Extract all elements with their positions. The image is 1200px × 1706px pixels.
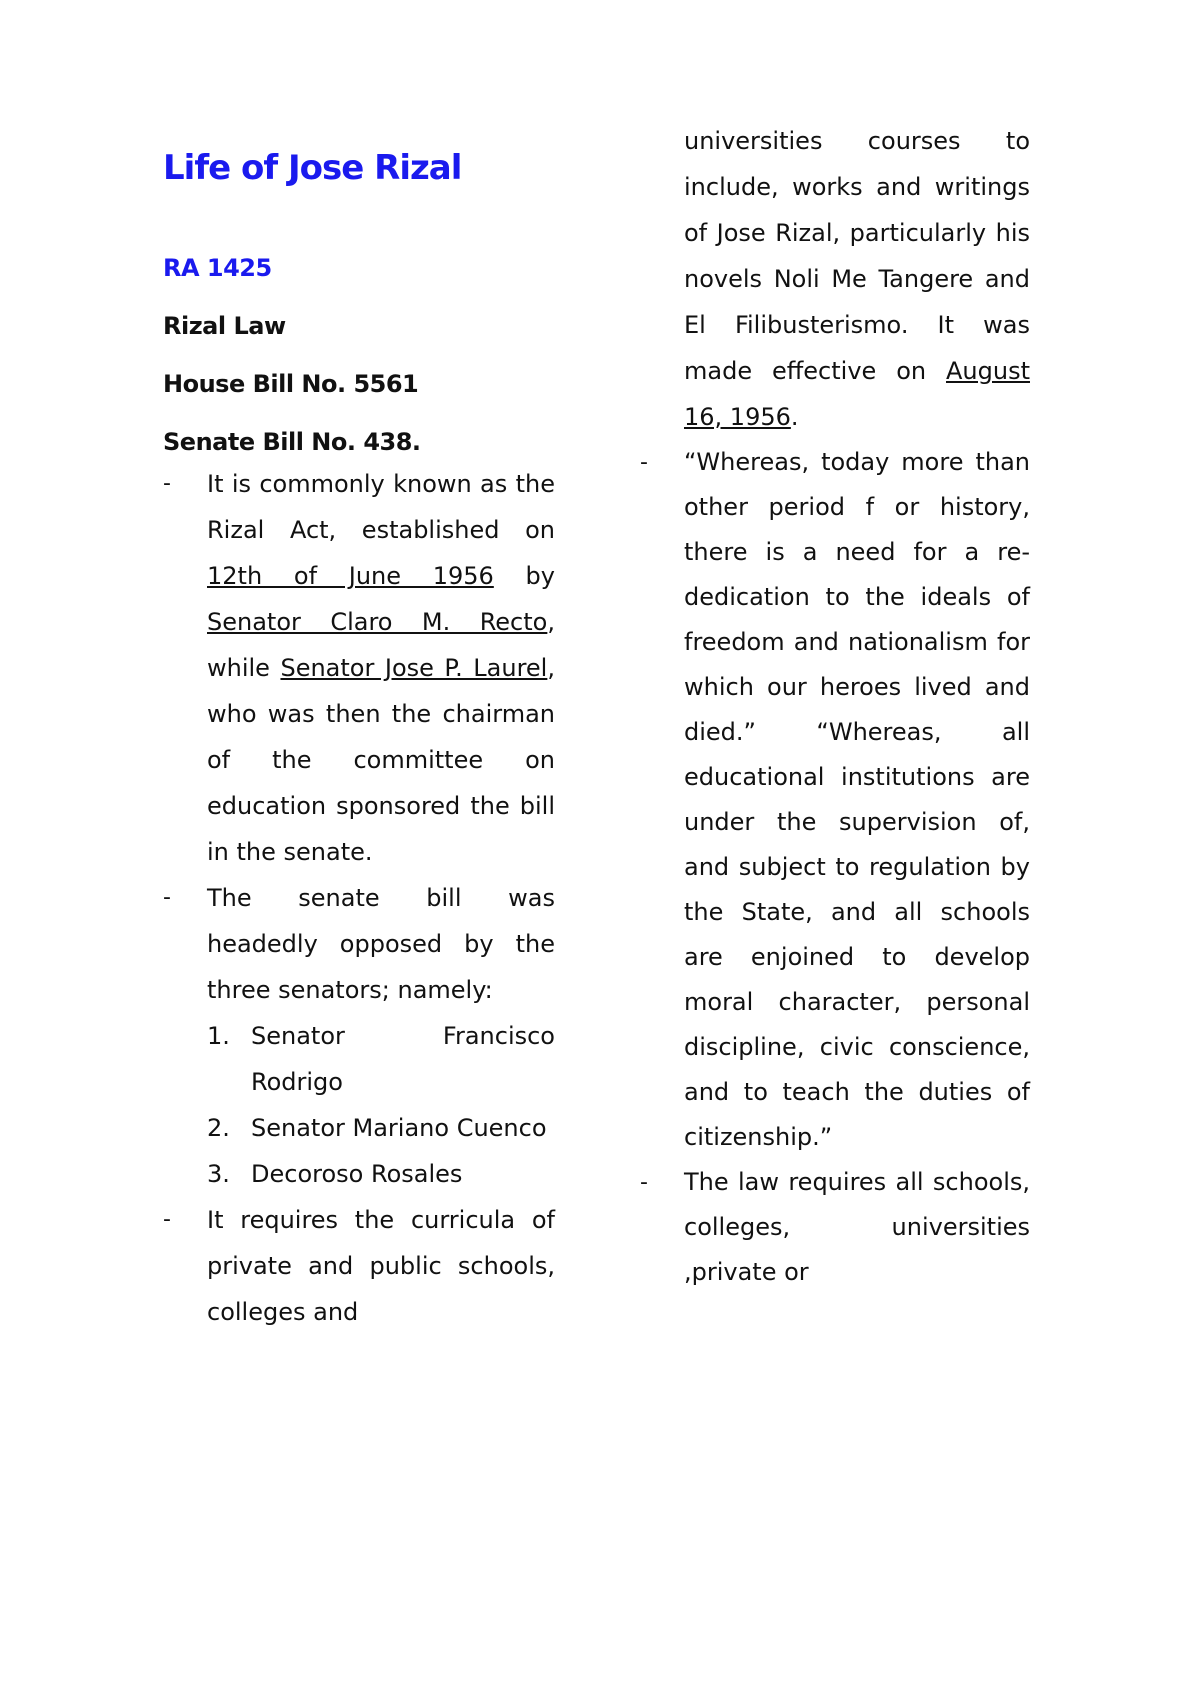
text-segment: . bbox=[790, 403, 799, 431]
list-number: 3. bbox=[207, 1160, 230, 1188]
senators-list bbox=[207, 1013, 555, 1197]
effective-date: August 16, 1956 bbox=[684, 357, 1030, 431]
senator-item bbox=[207, 1013, 555, 1105]
bullet-rizal-act-text bbox=[207, 461, 555, 875]
text-segment: universities courses to include, works and writings of Jose Rizal, particularly his novels Noli Me Tangere and El Filibusterismo. It was made effective on bbox=[684, 127, 1030, 385]
senator-name: Senator Mariano Cuenco bbox=[251, 1114, 547, 1142]
left-bullet-list bbox=[163, 461, 555, 1335]
text-segment: , while bbox=[207, 608, 555, 682]
bullet-whereas bbox=[640, 440, 1030, 1160]
bullet-law-requires bbox=[640, 1160, 1030, 1295]
text-segment: , who was then the chairman of the committee on education sponsored the bill in the senate. bbox=[207, 654, 555, 866]
right-column bbox=[640, 118, 1030, 1295]
heading-ra-number: RA 1425 bbox=[163, 254, 272, 282]
senator-recto: Senator Claro M. Recto bbox=[207, 608, 548, 636]
heading-senate-bill: Senate Bill No. 438. bbox=[163, 428, 421, 456]
bullet-senate-opposition-text: - The senate bill was headedly opposed by the three senators; namely: bbox=[207, 884, 555, 1004]
bullet-whereas-text: - “Whereas, today more than other period f or history, there is a need for a re-dedication to the ideals of freedom and nationalism for which our heroes lived and died.” “Whereas, all educational institutions are under the supervision of, and subject to regulation by the State, and all schools are enjoined to develop moral character, personal discipline, civic conscience, and to teach the duties of citizenship.” bbox=[684, 448, 1030, 1151]
bullet-curricula bbox=[163, 1197, 555, 1335]
bullet-rizal-act bbox=[163, 461, 555, 875]
page-title: Life of Jose Rizal bbox=[163, 148, 462, 188]
list-number: 1. bbox=[207, 1022, 230, 1050]
bullet-law-requires-text: - The law requires all schools, colleges, universities ,private or bbox=[684, 1168, 1030, 1286]
senator-name: Senator Francisco Rodrigo bbox=[251, 1022, 555, 1096]
left-column bbox=[163, 138, 555, 1335]
text-segment: by bbox=[493, 562, 555, 590]
date-established: 12th of June 1956 bbox=[207, 562, 494, 590]
senator-laurel: Senator Jose P. Laurel bbox=[280, 654, 548, 682]
bullet-curricula-text: - It requires the curricula of private and public schools, colleges and bbox=[207, 1206, 555, 1326]
senator-item bbox=[207, 1105, 555, 1151]
senator-item bbox=[207, 1151, 555, 1197]
list-number: 2. bbox=[207, 1114, 230, 1142]
bullet-senate-opposition bbox=[163, 875, 555, 1197]
heading-house-bill: House Bill No. 5561 bbox=[163, 370, 419, 398]
senator-name: Decoroso Rosales bbox=[251, 1160, 463, 1188]
heading-rizal-law: Rizal Law bbox=[163, 312, 286, 340]
continued-paragraph bbox=[640, 118, 1030, 440]
right-bullet-list bbox=[640, 440, 1030, 1295]
text-segment: It is commonly known as the Rizal Act, established on bbox=[207, 470, 555, 544]
